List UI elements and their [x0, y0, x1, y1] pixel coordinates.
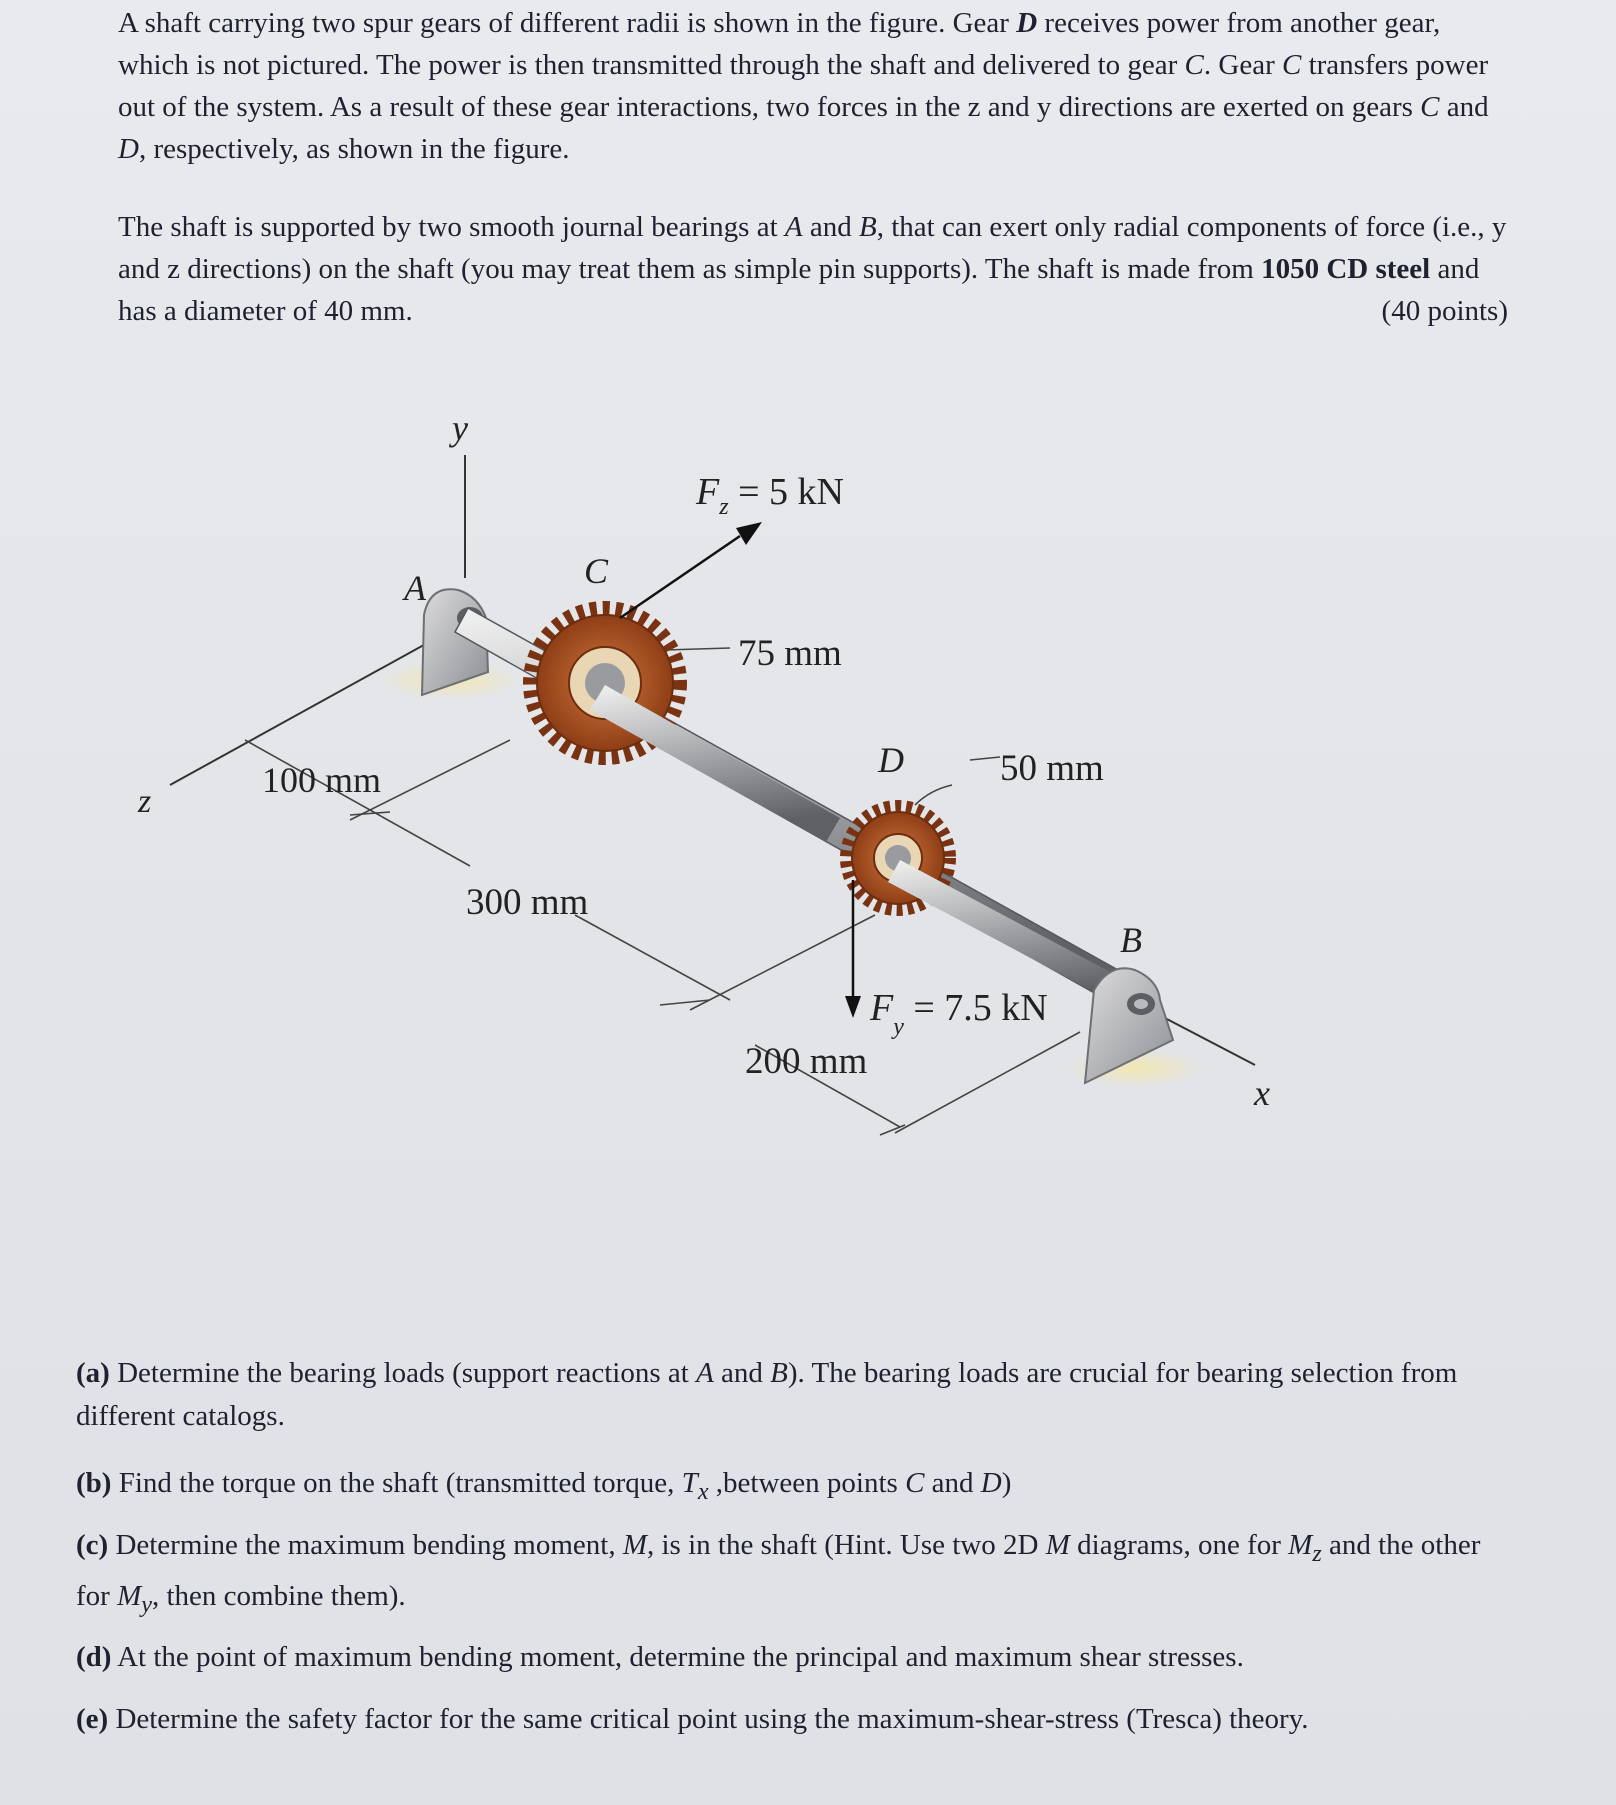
question-tag: (c) — [76, 1529, 109, 1561]
text: M — [622, 1529, 647, 1561]
text: B — [770, 1357, 788, 1389]
text: C — [905, 1467, 925, 1499]
dim-50mm: 50 mm — [1000, 748, 1104, 789]
label-a: A — [404, 568, 426, 608]
text: The shaft is supported by two smooth journal bearings at — [118, 211, 785, 243]
question-tag: (e) — [76, 1703, 109, 1735]
force-z-value: = 5 kN — [728, 471, 844, 513]
text: . Gear — [1203, 49, 1282, 81]
text: A shaft carrying two spur gears of different radii is shown in the figure. Gear — [118, 7, 1017, 39]
gear-d-ref: D — [1016, 7, 1038, 39]
force-z-symbol: F — [696, 471, 720, 513]
force-y-arrow — [845, 880, 861, 1018]
force-y-subscript: y — [893, 1014, 904, 1040]
dim-200mm: 200 mm — [745, 1041, 868, 1082]
label-b: B — [1120, 920, 1142, 960]
z-axis-label: z — [138, 783, 152, 820]
force-z-label — [695, 471, 844, 520]
force-y-value: = 7.5 kN — [903, 987, 1048, 1029]
text: diagrams, one for — [1069, 1529, 1289, 1561]
text: M — [1288, 1529, 1313, 1561]
question-tag: (a) — [76, 1357, 110, 1389]
intro-paragraph-1 — [118, 2, 1508, 170]
text: T — [681, 1467, 698, 1499]
text: z — [1312, 1539, 1322, 1567]
label-c: C — [584, 551, 609, 591]
text: A — [696, 1357, 714, 1389]
text: and has a diameter of 40 mm. — [118, 253, 1480, 327]
y-axis-label: y — [452, 408, 468, 448]
bearing-b-ref: B — [858, 211, 877, 243]
gear-c-ref: C — [1420, 91, 1440, 123]
shaft-figure — [0, 380, 1616, 1300]
force-z-arrow — [620, 522, 762, 618]
gear-c-ref: C — [1281, 49, 1302, 81]
text: , respectively, as shown in the figure. — [138, 133, 570, 165]
question-tag: (b) — [76, 1467, 112, 1499]
gear-d-ref: D — [118, 133, 139, 165]
text: ) — [1001, 1467, 1012, 1499]
text: Find the torque on the shaft (transmitted torque, — [111, 1467, 682, 1499]
question-tag: (d) — [76, 1641, 112, 1673]
text: and — [1439, 91, 1489, 123]
text: transfers power out of the system. As a result of these gear interactions, two forces in the z and y directions are exerted on gears — [118, 49, 1489, 123]
force-y-symbol: F — [870, 987, 894, 1029]
force-y-label — [869, 987, 1048, 1040]
text: x — [697, 1477, 709, 1505]
dim-75mm: 75 mm — [738, 633, 842, 674]
intro-paragraph-2 — [118, 206, 1508, 332]
dim-300mm: 300 mm — [466, 882, 589, 923]
dim-100mm: 100 mm — [262, 760, 382, 800]
x-axis-label: x — [1254, 1073, 1270, 1113]
text: Determine the safety factor for the same critical point using the maximum-shear-stress (Tresca) theory. — [108, 1703, 1309, 1735]
text: Determine the maximum bending moment, — [108, 1529, 623, 1561]
question-b — [76, 1462, 1516, 1513]
question-a — [76, 1352, 1516, 1438]
text: and — [713, 1357, 771, 1389]
text: D — [980, 1467, 1002, 1499]
question-c — [76, 1524, 1516, 1626]
shaft-segment — [590, 685, 840, 842]
text: y — [141, 1590, 152, 1618]
text: , then combine them). — [151, 1579, 406, 1612]
text: , is in the shaft (Hint. Use two 2D — [647, 1529, 1046, 1561]
text: and — [802, 211, 859, 243]
question-d — [76, 1636, 1516, 1679]
text: receives power from another gear, which is not pictured. The power is then transmitted through the shaft and delivered to gear — [118, 7, 1441, 81]
text: M — [117, 1579, 142, 1612]
text: and — [924, 1467, 981, 1499]
text: Determine the bearing loads (support reactions at — [109, 1357, 697, 1389]
force-z-subscript: z — [719, 494, 729, 520]
gear-c-ref: C — [1184, 49, 1204, 81]
text: At the point of maximum bending moment, determine the principal and maximum shear stresses. — [111, 1641, 1244, 1673]
bearing-a-ref: A — [784, 211, 803, 243]
text: , that can exert only radial components of force (i.e., y and z directions) on the shaft (you may treat them as simple pin supports). The shaft is made from — [118, 211, 1507, 285]
material-name: 1050 CD steel — [1261, 253, 1431, 285]
label-d: D — [878, 740, 904, 780]
text: ,between points — [708, 1467, 906, 1499]
text: ). The bearing loads are crucial for bearing selection from different catalogs. — [76, 1357, 1458, 1432]
text: and the other for — [76, 1529, 1481, 1612]
question-e — [76, 1698, 1516, 1741]
text: M — [1045, 1529, 1070, 1561]
points-label: (40 points) — [1381, 295, 1508, 327]
